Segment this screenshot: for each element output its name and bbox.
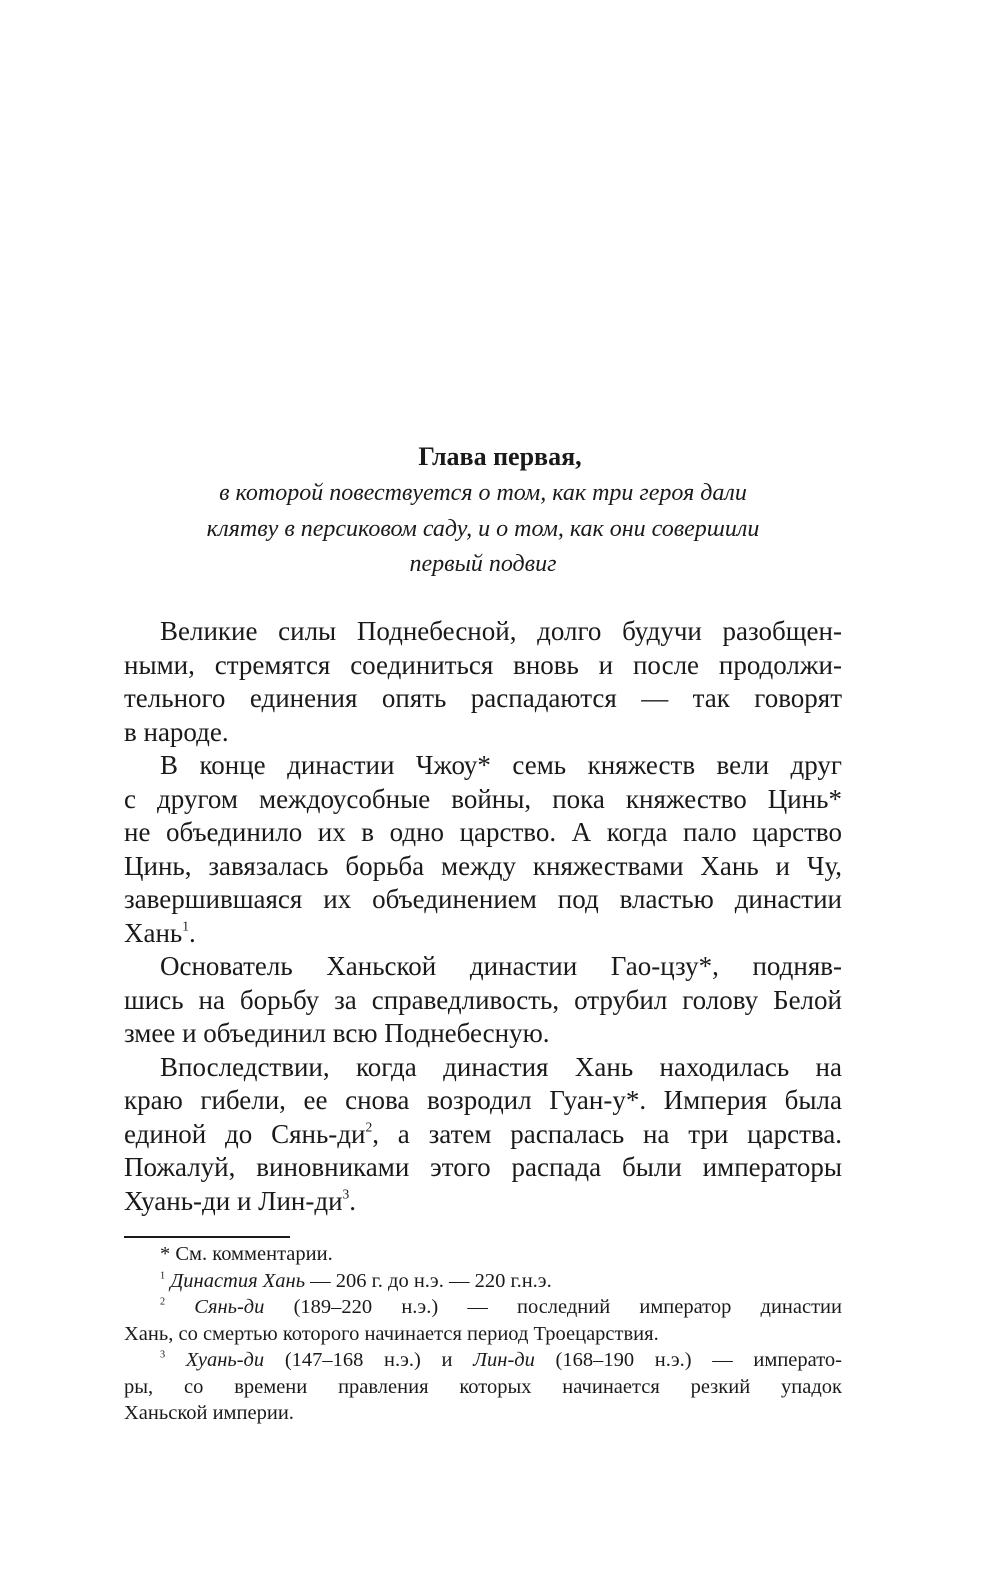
text: . xyxy=(189,917,196,948)
footnote-ref: 1 xyxy=(182,918,189,934)
text-line: шись на борьбу за справедливость, отрубил голову Белой xyxy=(124,984,842,1015)
footnotes xyxy=(124,1241,842,1427)
paragraph xyxy=(124,749,842,950)
footnote-ref: 2 xyxy=(365,1119,373,1135)
text-line: в народе. xyxy=(124,716,229,747)
footnote-1 xyxy=(124,1268,842,1295)
text-line: Цинь, завязалась борьба между княжествами Хань и Чу, xyxy=(124,850,842,881)
footnote-mark: 1 xyxy=(160,1269,166,1281)
text-line: завершившаяся их объединением под властью династии xyxy=(124,884,842,914)
text: . xyxy=(349,1185,357,1216)
text: Хуань-ди и Лин-ди xyxy=(124,1185,343,1216)
footnote-text: (189–220 н.э.) — последний император династии xyxy=(264,1296,842,1318)
subtitle-line: первый подвиг xyxy=(409,551,557,577)
text-line: Великие силы Поднебесной, долго будучи разобщен- xyxy=(160,616,842,646)
footnote-3-cont: ры, со времени правления которых начинается резкий упадок xyxy=(124,1375,842,1398)
footnote-mark: 2 xyxy=(160,1296,166,1308)
text-line xyxy=(124,1118,842,1152)
text-line: Пожалуй, виновниками этого распада были императоры xyxy=(124,1152,842,1182)
subtitle-line: клятву в персиковом саду, и о том, как они совершили xyxy=(206,515,760,542)
footnote-ref: 3 xyxy=(342,1186,350,1202)
text-line: В конце династии Чжоу* семь княжеств вели друг xyxy=(160,750,842,780)
footnote-term: Хуань-ди xyxy=(185,1349,265,1371)
footnote-3-cont: Ханьской империи. xyxy=(124,1402,294,1424)
footnote-2 xyxy=(124,1294,842,1321)
footnote-text: — 206 г. до н.э. — 220 г.н.э. xyxy=(305,1269,552,1292)
text-line: не объединило их в одно царство. А когда пало царство xyxy=(124,817,842,847)
text: Хань xyxy=(124,917,183,948)
paragraph xyxy=(124,1051,842,1219)
text: единой до Сянь-ди xyxy=(124,1118,366,1149)
footnote-2-cont: Хань, со смертью которого начинается период Троецарствия. xyxy=(124,1322,659,1345)
footnote-star: * См. комментарии. xyxy=(160,1243,333,1265)
footnote-term: Династия Хань xyxy=(170,1269,306,1292)
text-line xyxy=(124,917,842,951)
paragraph xyxy=(124,950,842,1051)
text: , а затем распалась на три царства. xyxy=(372,1118,842,1149)
footnote-3 xyxy=(124,1347,842,1374)
footnote-mark: 3 xyxy=(160,1349,166,1361)
paragraph xyxy=(124,615,842,749)
text-line: с другом междоусобные войны, пока княжество Цинь* xyxy=(124,783,842,814)
footnote-term: Лин-ди xyxy=(473,1349,535,1371)
text-line: тельного единения опять распадаются — так говорят xyxy=(124,683,842,713)
chapter-heading: Глава первая, xyxy=(418,442,582,471)
footnote-divider xyxy=(124,1236,290,1238)
text-line xyxy=(124,1185,842,1219)
chapter-subtitle xyxy=(124,476,842,583)
text-line: Основатель Ханьской династии Гао-цзу*, подняв- xyxy=(160,951,842,981)
subtitle-line: в которой повествуется о том, как три героя дали xyxy=(219,480,747,506)
text-line: змее и объединил всю Поднебесную. xyxy=(124,1018,550,1048)
body-text xyxy=(124,615,842,1218)
footnote-term: Сянь-ди xyxy=(194,1296,265,1318)
text-line: ными, стремятся соединиться вновь и после продолжи- xyxy=(124,649,842,680)
text-line: Впоследствии, когда династия Хань находилась на xyxy=(160,1051,842,1082)
footnote-text: (147–168 н.э.) и xyxy=(264,1349,474,1371)
footnote-text: (168–190 н.э.) — императо- xyxy=(534,1349,842,1371)
text-line: краю гибели, ее снова возродил Гуан-у*. Империя была xyxy=(124,1085,842,1115)
